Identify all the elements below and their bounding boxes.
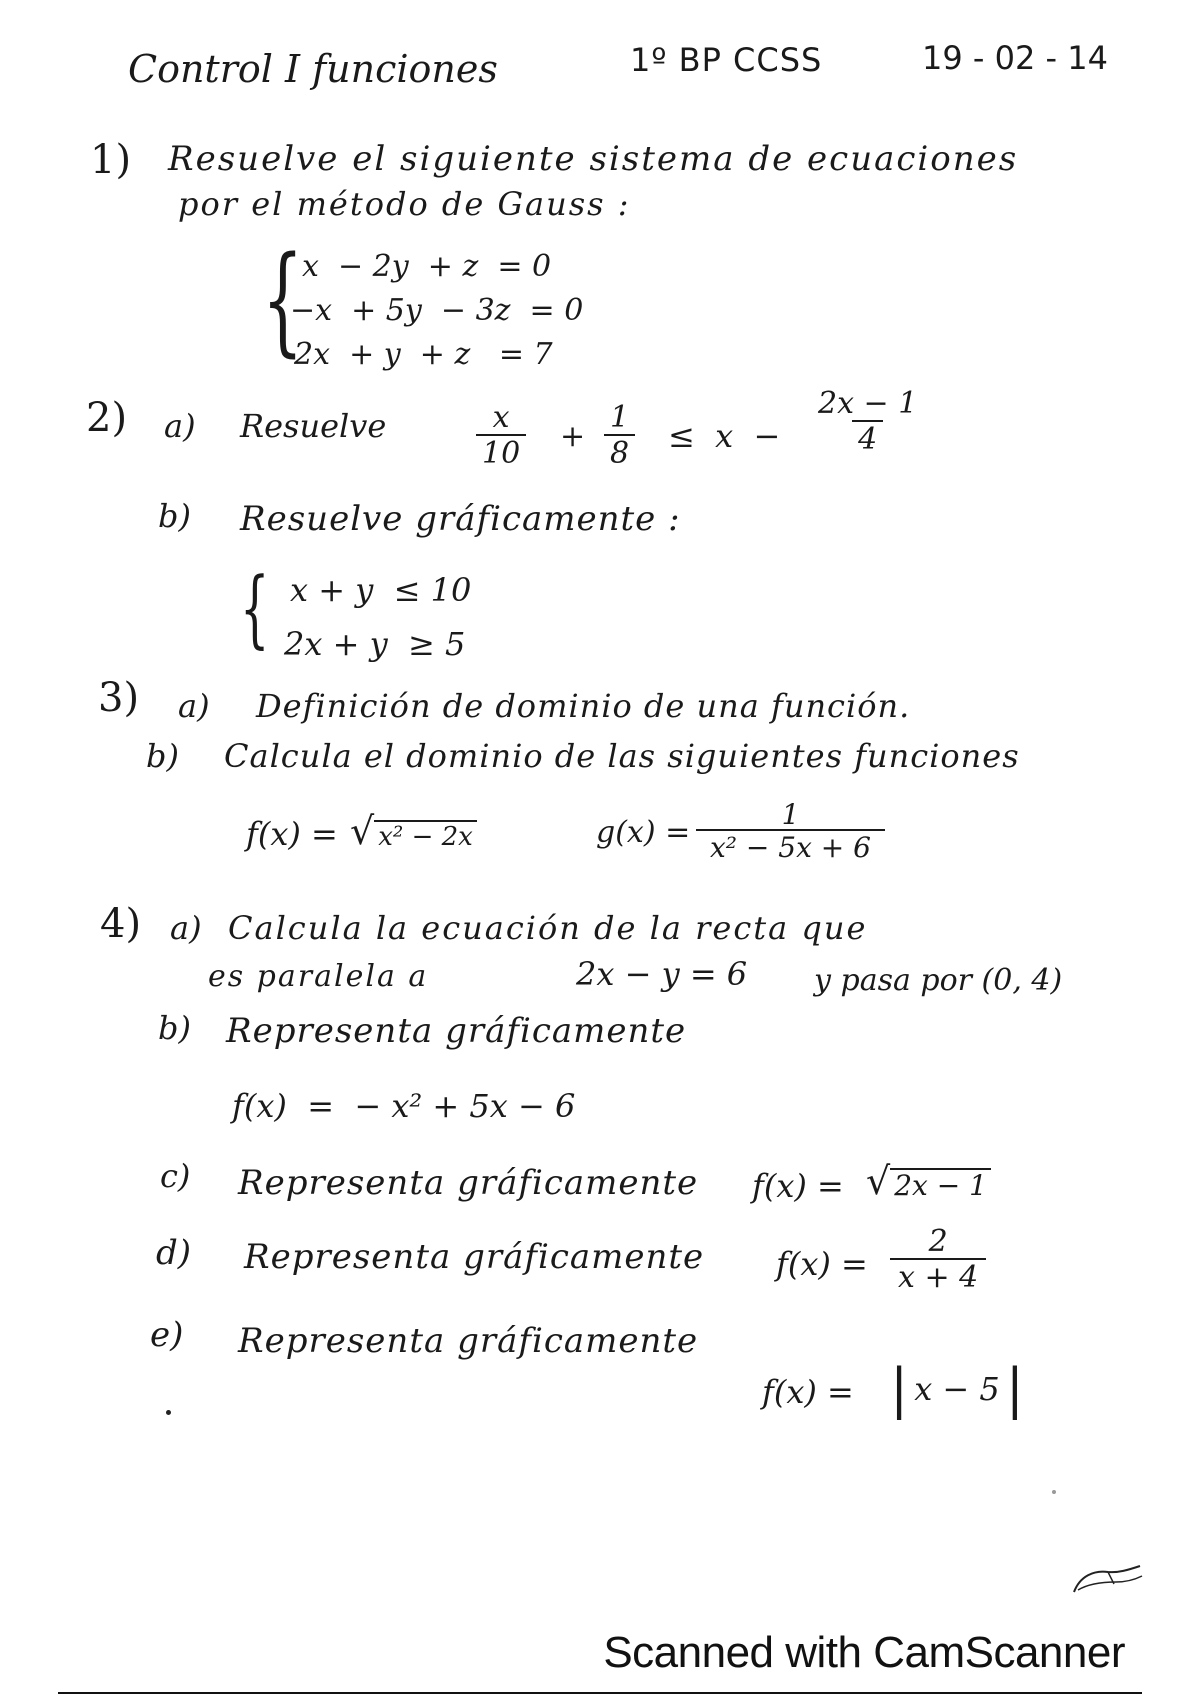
q2-number: 2) bbox=[86, 395, 128, 441]
q4c-sqrt bbox=[866, 1159, 991, 1203]
sqrt-sign-icon: √ bbox=[866, 1159, 891, 1203]
q1-system-brace: { bbox=[262, 230, 304, 368]
q3b-f-sqrt bbox=[350, 809, 477, 853]
ink-dot bbox=[166, 1410, 171, 1415]
q4c-text: Representa gráficamente bbox=[238, 1163, 699, 1203]
q3b-g-den: x² − 5x + 6 bbox=[696, 829, 885, 862]
q2a-frac2-den: 8 bbox=[604, 434, 635, 470]
q4b-label: b) bbox=[158, 1009, 191, 1047]
q2a-fraction-2x-1-over-4 bbox=[812, 388, 923, 455]
exam-date: 19 - 02 - 14 bbox=[922, 39, 1108, 77]
q1-eq1: x − 2y + z = 0 bbox=[302, 249, 552, 284]
q4d-den: x + 4 bbox=[890, 1258, 986, 1294]
q3b-text: Calcula el dominio de las siguientes funciones bbox=[224, 737, 1020, 775]
q4-number: 4) bbox=[100, 901, 142, 947]
exam-title: Control I funciones bbox=[128, 47, 498, 91]
sqrt-sign-icon: √ bbox=[350, 809, 375, 853]
abs-bar-left: | bbox=[890, 1357, 909, 1420]
q3-number: 3) bbox=[98, 675, 140, 721]
q3b-label: b) bbox=[146, 737, 179, 775]
footer-divider bbox=[58, 1692, 1142, 1694]
camscanner-watermark: Scanned with CamScanner bbox=[603, 1628, 1125, 1677]
q3b-f-lhs: f(x) = bbox=[246, 815, 338, 853]
course-label: 1º BP CCSS bbox=[630, 41, 823, 79]
q2b-system-brace: { bbox=[240, 559, 270, 657]
q4a-line2-eq: 2x − y = 6 bbox=[576, 955, 748, 993]
ink-dot bbox=[1052, 1490, 1056, 1494]
q2a-frac1-den: 10 bbox=[476, 434, 526, 470]
q2a-middle: ≤ x − bbox=[668, 417, 781, 455]
q4b-function: f(x) = − x² + 5x − 6 bbox=[232, 1087, 576, 1125]
scan-footer bbox=[0, 1620, 1200, 1700]
q4d-label: d) bbox=[156, 1233, 192, 1273]
q3a-text: Definición de dominio de una función. bbox=[256, 687, 911, 725]
q1-line2: por el método de Gauss : bbox=[178, 185, 631, 223]
q2a-frac3-num: 2x − 1 bbox=[818, 386, 918, 421]
q2b-label: b) bbox=[158, 497, 191, 535]
q3b-g-lhs: g(x) = bbox=[596, 815, 691, 850]
q2b-ineq2: 2x + y ≥ 5 bbox=[284, 625, 466, 663]
q2a-plus: + bbox=[560, 419, 586, 454]
q2a-fraction-x-over-10 bbox=[476, 402, 526, 469]
q2b-ineq1: x + y ≤ 10 bbox=[290, 571, 472, 609]
q4e-label: e) bbox=[150, 1315, 184, 1355]
q1-eq3: 2x + y + z = 7 bbox=[294, 337, 553, 372]
q4d-lhs: f(x) = bbox=[776, 1245, 868, 1283]
q4a-line2-post: y pasa por (0, 4) bbox=[814, 963, 1063, 998]
q4e-abs-content: x − 5 bbox=[914, 1370, 1000, 1408]
q4a-line2-pre: es paralela a bbox=[208, 959, 429, 994]
q1-number: 1) bbox=[90, 137, 132, 183]
q3b-g-fraction bbox=[696, 800, 885, 863]
q4d-text: Representa gráficamente bbox=[244, 1237, 705, 1277]
camscanner-logo-icon bbox=[1068, 1560, 1148, 1600]
q1-line1: Resuelve el siguiente sistema de ecuaciones bbox=[168, 139, 1019, 179]
q4d-num: 2 bbox=[928, 1224, 948, 1259]
q1-eq2: −x + 5y − 3z = 0 bbox=[290, 293, 584, 328]
q2a-frac2-num: 1 bbox=[610, 400, 630, 435]
q3b-g-num: 1 bbox=[781, 798, 800, 831]
q2a-frac3-den: 4 bbox=[852, 420, 883, 456]
q4d-fraction bbox=[890, 1226, 986, 1293]
q4e-lhs: f(x) = bbox=[762, 1373, 854, 1411]
q4a-line1: Calcula la ecuación de la recta que bbox=[228, 909, 868, 947]
q3a-label: a) bbox=[178, 687, 210, 725]
abs-bar-right: | bbox=[1005, 1357, 1024, 1420]
q4a-label: a) bbox=[170, 909, 202, 947]
q4b-text: Representa gráficamente bbox=[226, 1011, 687, 1051]
q2b-text: Resuelve gráficamente : bbox=[240, 499, 681, 539]
q2a-frac1-num: x bbox=[492, 400, 510, 435]
q4c-lhs: f(x) = bbox=[752, 1167, 844, 1205]
q2a-label: a) bbox=[164, 407, 196, 445]
q4c-radicand: 2x − 1 bbox=[890, 1168, 991, 1200]
q4e-abs bbox=[890, 1357, 1024, 1420]
q4c-label: c) bbox=[160, 1157, 191, 1195]
q3b-f-radicand: x² − 2x bbox=[374, 820, 477, 850]
q2a-fraction-1-over-8 bbox=[604, 402, 635, 469]
q2a-text: Resuelve bbox=[240, 407, 387, 445]
q4e-text: Representa gráficamente bbox=[238, 1321, 699, 1361]
